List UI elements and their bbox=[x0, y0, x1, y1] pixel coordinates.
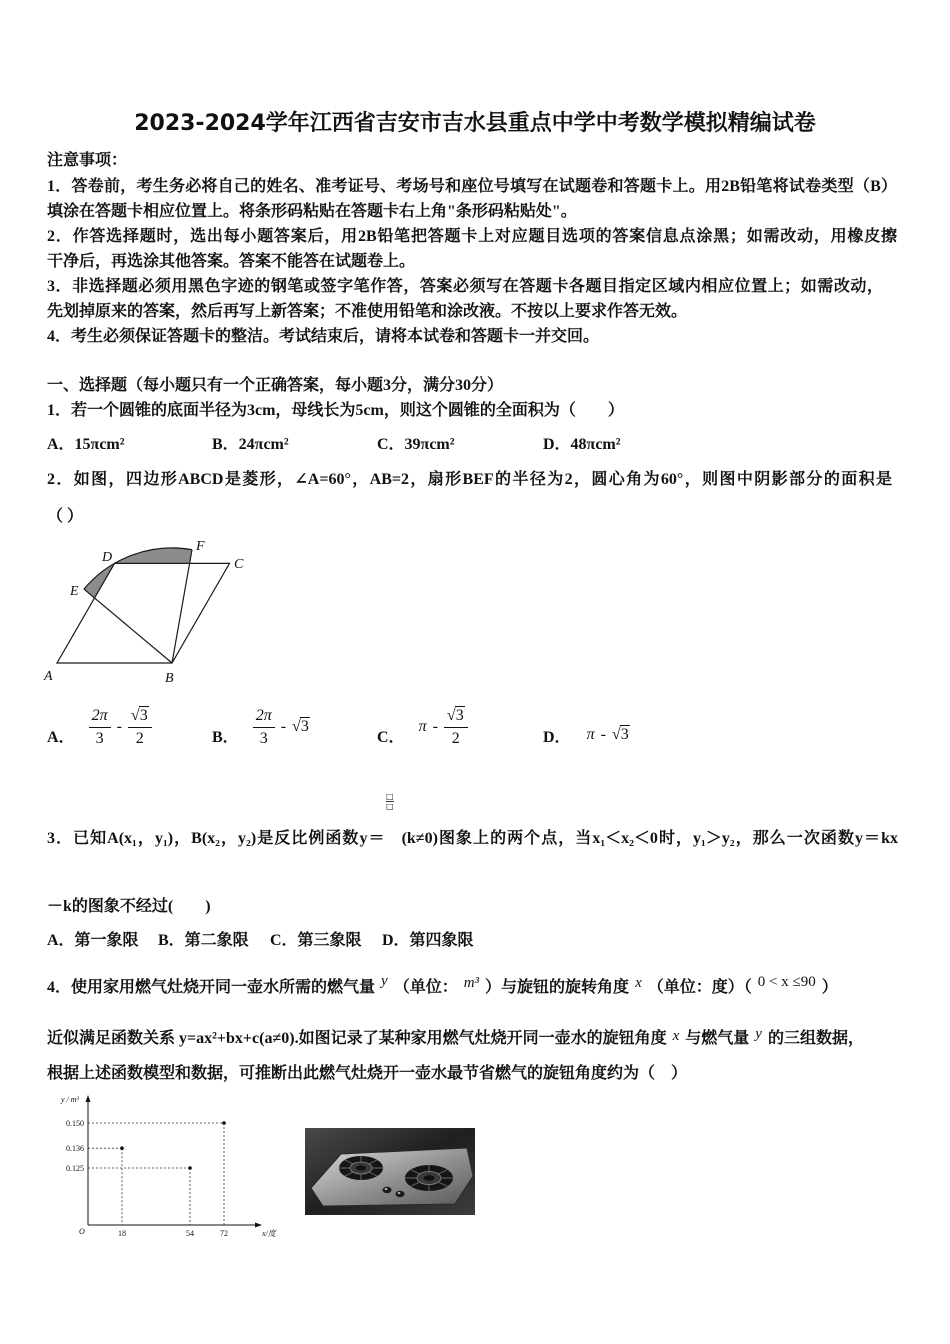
numerator: 2π bbox=[255, 706, 272, 724]
q2-option-d bbox=[543, 705, 630, 765]
q3-option-b: B．第二象限 bbox=[158, 932, 249, 949]
x-tick-label: 18 bbox=[118, 1229, 127, 1238]
math-unit-m3: m³ bbox=[463, 975, 480, 991]
fraction bbox=[128, 707, 152, 748]
minus-sign: - bbox=[280, 718, 287, 735]
shaded-region-top bbox=[115, 548, 193, 563]
point-label-b: B bbox=[165, 671, 174, 686]
text: （单位： bbox=[393, 979, 458, 996]
q4-stem-line3: 根据上述函数模型和数据，可推断出此燃气灶烧开一壶水最节省燃气的旋钮角度约为（ ） bbox=[47, 1065, 688, 1082]
text: ）与旋钮的旋转角度 bbox=[485, 979, 630, 996]
x-tick-label: 72 bbox=[220, 1229, 229, 1238]
option-label: C． bbox=[377, 728, 405, 746]
notice-line: 3．非选择题必须用黑色字迹的钢笔或签字笔作答，答案必须写在答题卡各题目指定区域内相应位置上；如需改动， bbox=[47, 278, 883, 295]
notice-heading: 注意事项： bbox=[47, 152, 128, 169]
denominator: 2 bbox=[444, 727, 468, 748]
numerator: 2π bbox=[91, 706, 108, 724]
text: 的三组数据， bbox=[767, 1030, 864, 1047]
option-label: B． bbox=[212, 728, 239, 746]
missing-fraction-glyph bbox=[386, 792, 394, 811]
data-point bbox=[120, 1146, 124, 1150]
notice-line: 4．考生必须保证答题卡的整洁。考试结束后，请将本试卷和答题卡一并交回。 bbox=[47, 328, 600, 345]
text: 4．使用家用燃气灶烧开同一壶水所需的燃气量 bbox=[47, 979, 376, 996]
q1-option-d: D．48πcm² bbox=[543, 436, 621, 453]
math-var-x: x bbox=[672, 1028, 680, 1044]
q3-stem-line2: －k的图象不经过( ) bbox=[47, 898, 211, 915]
text: ） bbox=[821, 979, 838, 996]
denominator: □ bbox=[386, 802, 394, 811]
pi-symbol: π bbox=[586, 726, 595, 743]
radicand: 3 bbox=[300, 718, 309, 735]
option-label: D． bbox=[543, 728, 571, 746]
sqrt-sign: √ bbox=[611, 726, 621, 743]
math-var-y: y bbox=[755, 1026, 762, 1042]
denominator: 3 bbox=[89, 727, 111, 748]
notice-line: 干净后，再选涂其他答案。答案不能答在试题卷上。 bbox=[47, 253, 416, 270]
origin-label: O bbox=[79, 1227, 85, 1236]
numerator bbox=[128, 707, 152, 727]
notice-line: 2．作答选择题时，选出每小题答案后，用2B铅笔把答题卡上对应题目选项的答案信息点涂黑；如需改动，用橡皮擦 bbox=[47, 228, 897, 245]
sqrt-sign: √ bbox=[446, 706, 456, 724]
point-label-c: C bbox=[234, 557, 244, 572]
q3-option-c: C．第三象限 bbox=[270, 932, 362, 949]
option-label: A． bbox=[47, 728, 75, 746]
fraction bbox=[444, 707, 468, 748]
q4-stem-line1 bbox=[47, 975, 838, 1001]
q3-option-d: D．第四象限 bbox=[382, 932, 474, 949]
q2-answer-blank: （ ） bbox=[47, 508, 84, 525]
sqrt-sign: √ bbox=[292, 718, 301, 735]
point-label-e: E bbox=[70, 584, 79, 599]
text: 与燃气量 bbox=[685, 1030, 750, 1047]
data-point bbox=[188, 1166, 192, 1170]
q2-option-c bbox=[377, 697, 468, 757]
denominator: 3 bbox=[253, 727, 275, 748]
x-axis-label: x/度 bbox=[262, 1229, 276, 1238]
q1-option-a: A．15πcm² bbox=[47, 436, 125, 453]
notice-line: 1．答卷前，考生务必将自己的姓名、准考证号、考场号和座位号填写在试题卷和答题卡上。用2B铅笔将试卷类型（B） bbox=[47, 178, 897, 195]
rhombus-abcd bbox=[57, 563, 230, 663]
q1-stem: 1．若一个圆锥的底面半径为3cm，母线长为5cm，则这个圆锥的全面积为（ ） bbox=[47, 402, 624, 419]
segment-be bbox=[84, 589, 172, 663]
point-label-d: D bbox=[102, 550, 113, 565]
q2-rhombus-sector-figure bbox=[40, 535, 260, 687]
radicand: 3 bbox=[455, 706, 464, 724]
q3-stem bbox=[47, 828, 898, 852]
right-burner-icon bbox=[405, 1165, 453, 1191]
q1-option-c: C．39πcm² bbox=[377, 436, 455, 453]
text: 近似满足函数关系 y=ax²+bx+c(a≠0).如图记录了某种家用燃气灶烧开同一壶水的旋钮角度 bbox=[47, 1030, 667, 1047]
point-label-f: F bbox=[196, 539, 205, 554]
q3-option-a: A．第一象限 bbox=[47, 932, 139, 949]
q4-stem-line2 bbox=[47, 1026, 864, 1052]
y-tick-label: 0.150 bbox=[66, 1119, 84, 1128]
minus-sign: - bbox=[116, 718, 122, 735]
minus-sign: - bbox=[432, 718, 438, 735]
q1-option-b: B．24πcm² bbox=[212, 436, 289, 453]
x-axis-arrow-icon bbox=[255, 1223, 262, 1228]
sqrt-sign: √ bbox=[130, 706, 140, 724]
q2-option-a bbox=[47, 697, 152, 757]
data-point bbox=[222, 1121, 226, 1125]
y-axis-arrow-icon bbox=[86, 1095, 91, 1102]
sqrt-expression bbox=[292, 718, 310, 736]
pi-symbol: π bbox=[418, 718, 427, 735]
q3-stem-after: (k≠0)图象上的两个点，当x₁＜x₂＜0时，y₁＞y₂，那么一次函数y＝kx bbox=[401, 830, 898, 847]
fraction bbox=[89, 707, 111, 748]
section-heading: 一、选择题（每小题只有一个正确答案，每小题3分，满分30分） bbox=[47, 377, 504, 394]
numerator bbox=[444, 707, 468, 727]
q2-stem: 2．如图，四边形ABCD是菱形，∠A=60°，AB=2，扇形BEF的半径为2，圆心角为60°，则图中阴影部分的面积是 bbox=[47, 471, 892, 488]
radicand: 3 bbox=[620, 726, 629, 743]
q4-gas-usage-chart bbox=[40, 1090, 290, 1250]
q2-option-b bbox=[212, 697, 310, 757]
x-tick-label: 54 bbox=[186, 1229, 195, 1238]
q3-stem-before: 3．已知A(x₁，y₁)，B(x₂，y₂)是反比例函数y＝ bbox=[47, 830, 386, 847]
left-burner-icon bbox=[339, 1156, 383, 1180]
y-axis-label: y / m³ bbox=[61, 1095, 79, 1104]
fraction bbox=[253, 707, 275, 748]
page-title: 2023-2024学年江西省吉安市吉水县重点中学中考数学模拟精编试卷 bbox=[134, 111, 816, 136]
math-var-x: x bbox=[635, 975, 642, 991]
numerator: □ bbox=[386, 792, 394, 801]
minus-sign: - bbox=[600, 726, 606, 743]
gas-stove-photo bbox=[305, 1128, 475, 1215]
y-tick-label: 0.125 bbox=[66, 1164, 84, 1173]
point-label-a: A bbox=[44, 669, 53, 684]
denominator: 2 bbox=[128, 727, 152, 748]
math-range: 0 < x ≤90 bbox=[757, 975, 816, 990]
math-var-y: y bbox=[381, 975, 388, 989]
notice-line: 填涂在答题卡相应位置上。将条形码粘贴在答题卡右上角"条形码粘贴处"。 bbox=[47, 203, 577, 220]
text: （单位：度）（ bbox=[647, 979, 752, 996]
sqrt-expression bbox=[612, 726, 630, 744]
y-tick-label: 0.136 bbox=[66, 1144, 84, 1154]
notice-line: 先划掉原来的答案，然后再写上新答案；不准使用铅笔和涂改液。不按以上要求作答无效。 bbox=[47, 303, 688, 320]
radicand: 3 bbox=[139, 706, 148, 724]
